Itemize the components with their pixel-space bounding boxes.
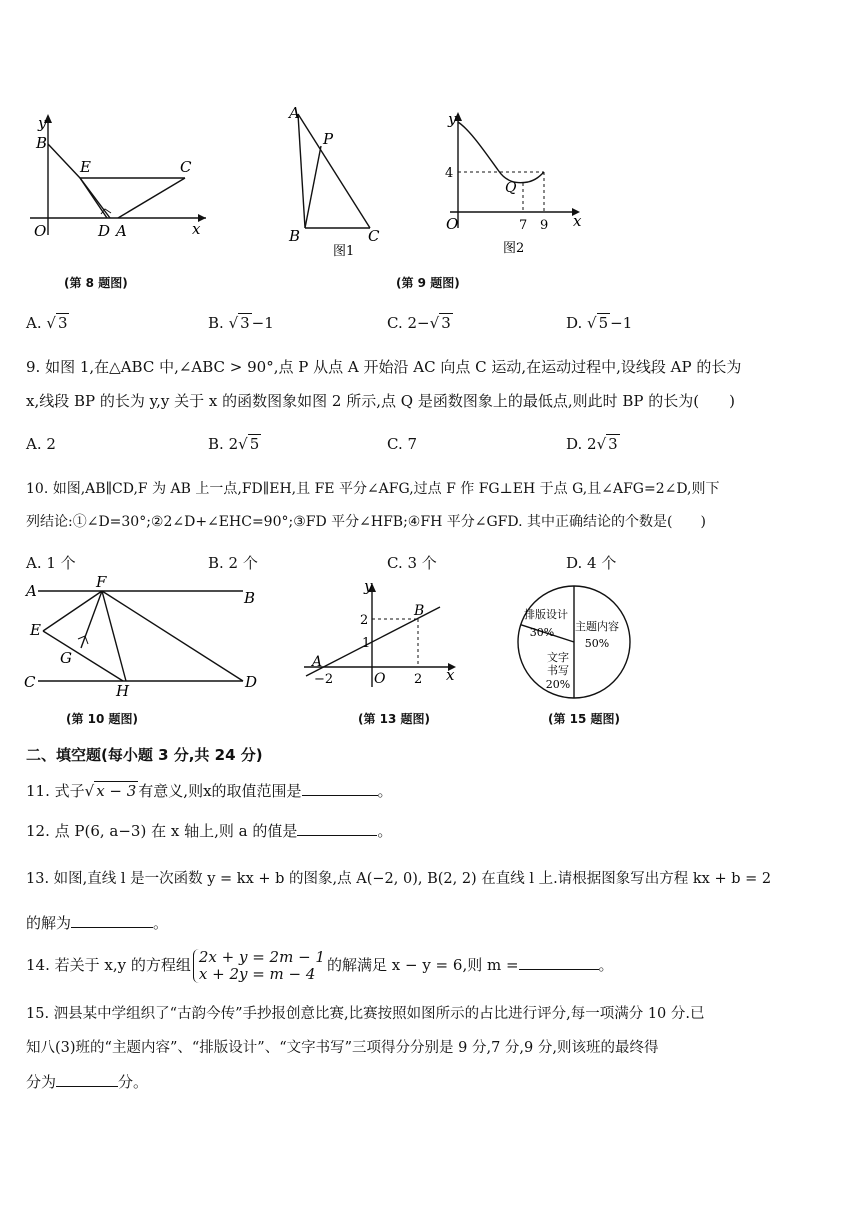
fig8-label-x: x	[192, 220, 201, 238]
pie-label-zt-pct: 50%	[584, 637, 610, 650]
fig8-label-A: A	[116, 222, 127, 240]
fig9-label-A: A	[289, 104, 300, 122]
figure-13-diagram	[300, 575, 470, 700]
q8-option-c-pre: 2−	[407, 314, 430, 332]
q10-option-a[interactable]: A. 1 个	[26, 554, 76, 572]
q9-option-b-radicand: 5	[249, 435, 260, 453]
fig13-label-x: x	[446, 666, 455, 684]
q10-option-d[interactable]: D. 4 个	[566, 554, 617, 572]
q11-answer-blank[interactable]	[302, 781, 378, 796]
q9-option-d-radicand: 3	[608, 435, 618, 453]
q12-answer-blank[interactable]	[297, 821, 377, 836]
q11-radicand: x − 3	[96, 782, 137, 800]
q11-pre: 11. 式子	[26, 782, 85, 800]
q8-option-c-radicand: 3	[441, 314, 451, 332]
q14-post: 的解满足 x − y = 6,则 m =	[326, 956, 519, 974]
fig9-label-P: P	[323, 130, 334, 148]
q15-answer-blank[interactable]	[56, 1072, 118, 1087]
q15-line-3	[26, 1071, 148, 1093]
fig8-label-O: O	[34, 222, 47, 240]
fig10-label-E: E	[30, 621, 41, 639]
fig9g-label-Q: Q	[505, 180, 517, 196]
fig9g-label-x: x	[573, 212, 582, 230]
fig15-caption: (第 15 题图)	[548, 712, 621, 726]
q11: 11. 式子√ x − 3 有意义,则x的取值范围是 。	[26, 782, 393, 800]
pie-label-pb-name: 排版设计	[524, 608, 568, 621]
q12-text: 12. 点 P(6, a−3) 在 x 轴上,则 a 的值是	[26, 822, 298, 840]
q9-option-a-label: A.	[26, 435, 42, 453]
q11-end: 。	[377, 782, 393, 800]
fig9-label-B: B	[289, 227, 301, 245]
q12-end: 。	[377, 822, 393, 840]
q14	[26, 946, 614, 984]
fig8-label-B: B	[36, 134, 48, 152]
q9-line-1: 9. 如图 1,在△ABC 中,∠ABC > 90°,点 P 从点 A 开始沿 AC 向点 C 运动,在运动过程中,设线段 AP 的长为	[26, 358, 742, 376]
fig10-label-F: F	[96, 573, 107, 591]
q9-option-c-value: 7	[407, 435, 418, 453]
q15-end: 分。	[118, 1073, 149, 1091]
q15-line-1: 15. 泗县某中学组织了“古韵今传”手抄报创意比赛,比赛按照如图所示的占比进行评分,每一项满分 10 分.已	[26, 1006, 705, 1022]
q9-option-c-label: C.	[387, 435, 403, 453]
pie-label-pb-pct: 30%	[529, 626, 555, 639]
q8-option-d-radicand: 5	[598, 314, 609, 332]
fig9-label-C: C	[368, 227, 380, 245]
q9-option-a-value: 2	[46, 435, 56, 453]
q8-option-a-label: A.	[26, 314, 42, 332]
figure-9-triangle-diagram	[285, 100, 395, 260]
fig13-label-y: y	[364, 577, 373, 595]
q9-option-c[interactable]	[387, 435, 417, 453]
q8-option-b-radicand: 3	[240, 314, 250, 332]
fig8-label-C: C	[180, 158, 192, 176]
figure-10	[18, 575, 268, 700]
q9-line-2: x,线段 BP 的长为 y,y 关于 x 的函数图象如图 2 所示,点 Q 是函数图象上的最低点,则此时 BP 的长为( )	[26, 392, 735, 410]
fig9g-label-y: y	[448, 110, 457, 128]
fig13-label-1: 1	[362, 636, 371, 651]
pie-label-wz-pct: 20%	[545, 678, 571, 691]
figure-9-graph-diagram	[440, 108, 590, 260]
q13-line-2	[26, 912, 168, 934]
fig9-caption: (第 9 题图)	[396, 276, 460, 290]
q10-line-1: 10. 如图,AB∥CD,F 为 AB 上一点,FD∥EH,且 FE 平分∠AFG,过点 F 作 FG⊥EH 于点 G,且∠AFG=2∠D,则下	[26, 481, 720, 497]
q14-equation-system	[193, 949, 325, 983]
fig9g-label-4: 4	[445, 166, 454, 181]
fig13-label-2x: 2	[414, 672, 423, 687]
q8-option-d-label: D.	[566, 314, 583, 332]
fig13-label-neg2: −2	[314, 672, 334, 687]
q8-option-a[interactable]: A. √ 3	[26, 314, 68, 332]
q13-end: 。	[153, 914, 169, 932]
fig10-label-D: D	[245, 673, 258, 691]
pie-label-zt-name: 主题内容	[575, 620, 619, 633]
figure-8-diagram	[30, 110, 220, 240]
q14-answer-blank[interactable]	[519, 955, 599, 970]
q8-option-d-rest: −1	[610, 314, 633, 332]
fig13-label-O: O	[374, 671, 386, 687]
fig9g-label-9: 9	[540, 218, 549, 233]
fig10-caption: (第 10 题图)	[66, 712, 139, 726]
q8-option-b-label: B.	[208, 314, 224, 332]
fig13-caption: (第 13 题图)	[358, 712, 431, 726]
q8-option-c-label: C.	[387, 314, 403, 332]
q15-line-3-text: 分为	[26, 1073, 57, 1091]
q9-option-b[interactable]: B. 2√ 5	[208, 435, 260, 453]
fig8-caption: (第 8 题图)	[64, 276, 128, 290]
q14-pre: 14. 若关于 x,y 的方程组	[26, 956, 191, 974]
figure-13	[300, 575, 470, 700]
q13-line-2-text: 的解为	[26, 914, 72, 932]
q10-line-2: 列结论:①∠D=30°;②2∠D+∠EHC=90°;③FD 平分∠HFB;④FH 平分∠GFD. 其中正确结论的个数是( )	[26, 514, 706, 530]
figure-10-diagram	[18, 575, 268, 700]
q10-option-c[interactable]: C. 3 个	[387, 554, 437, 572]
q9-option-b-label: B.	[208, 435, 224, 453]
fig13-label-2y: 2	[360, 613, 369, 628]
fig10-label-A: A	[26, 582, 37, 600]
q8-option-b[interactable]: B. √ 3 −1	[208, 314, 274, 332]
fig13-label-B: B	[414, 603, 425, 619]
q14-eq-1: 2x + y = 2m − 1	[198, 948, 325, 966]
q8-option-a-radicand: 3	[57, 314, 68, 332]
q13-answer-blank[interactable]	[71, 913, 153, 928]
pie-label-wz-name2: 书写	[547, 664, 569, 677]
fig10-label-B: B	[244, 589, 256, 607]
q8-option-b-rest: −1	[251, 314, 274, 332]
fig8-label-E: E	[80, 158, 91, 176]
fig13-label-A: A	[312, 654, 323, 670]
fig10-label-H: H	[116, 682, 130, 700]
q9-option-a[interactable]	[26, 435, 56, 453]
figure-9-graph	[440, 108, 590, 260]
q8-option-c[interactable]: C. 2−√ 3	[387, 314, 451, 332]
figure-8	[30, 110, 220, 240]
pie-label-wz-name1: 文字	[547, 651, 569, 664]
q12	[26, 820, 392, 842]
fig9g-label-7: 7	[519, 218, 528, 233]
section-2-title: 二、填空题(每小题 3 分,共 24 分)	[26, 746, 263, 764]
q8-option-d[interactable]: D. √ 5 −1	[566, 314, 633, 332]
fig10-label-C: C	[24, 673, 36, 691]
figure-15-pie	[510, 580, 640, 704]
q10-option-b[interactable]: B. 2 个	[208, 554, 258, 572]
q9-option-b-pre: 2	[228, 435, 239, 453]
q9-option-d[interactable]: D. 2√ 3	[566, 435, 618, 453]
fig9g-label-O: O	[446, 215, 459, 233]
fig9-label-fig1: 图1	[333, 244, 355, 259]
fig8-label-y: y	[38, 114, 47, 132]
figure-9-triangle	[285, 100, 395, 260]
q11-post: 有意义,则x的取值范围是	[138, 782, 302, 800]
q9-option-d-label: D.	[566, 435, 583, 453]
q14-eq-2: x + 2y = m − 4	[198, 965, 316, 983]
pie-chart	[510, 580, 640, 704]
fig10-label-G: G	[60, 649, 72, 667]
fig9g-label-fig2: 图2	[503, 241, 525, 256]
q14-end: 。	[598, 956, 614, 974]
q9-option-d-pre: 2	[587, 435, 597, 453]
q13-line-1: 13. 如图,直线 l 是一次函数 y = kx + b 的图象,点 A(−2, 0), B(2, 2) 在直线 l 上.请根据图象写出方程 kx + b = 2	[26, 871, 772, 887]
q15-line-2: 知八(3)班的“主题内容”、“排版设计”、“文字书写”三项得分分别是 9 分,7 分,9 分,则该班的最终得	[26, 1040, 659, 1056]
fig8-label-D: D	[98, 222, 111, 240]
